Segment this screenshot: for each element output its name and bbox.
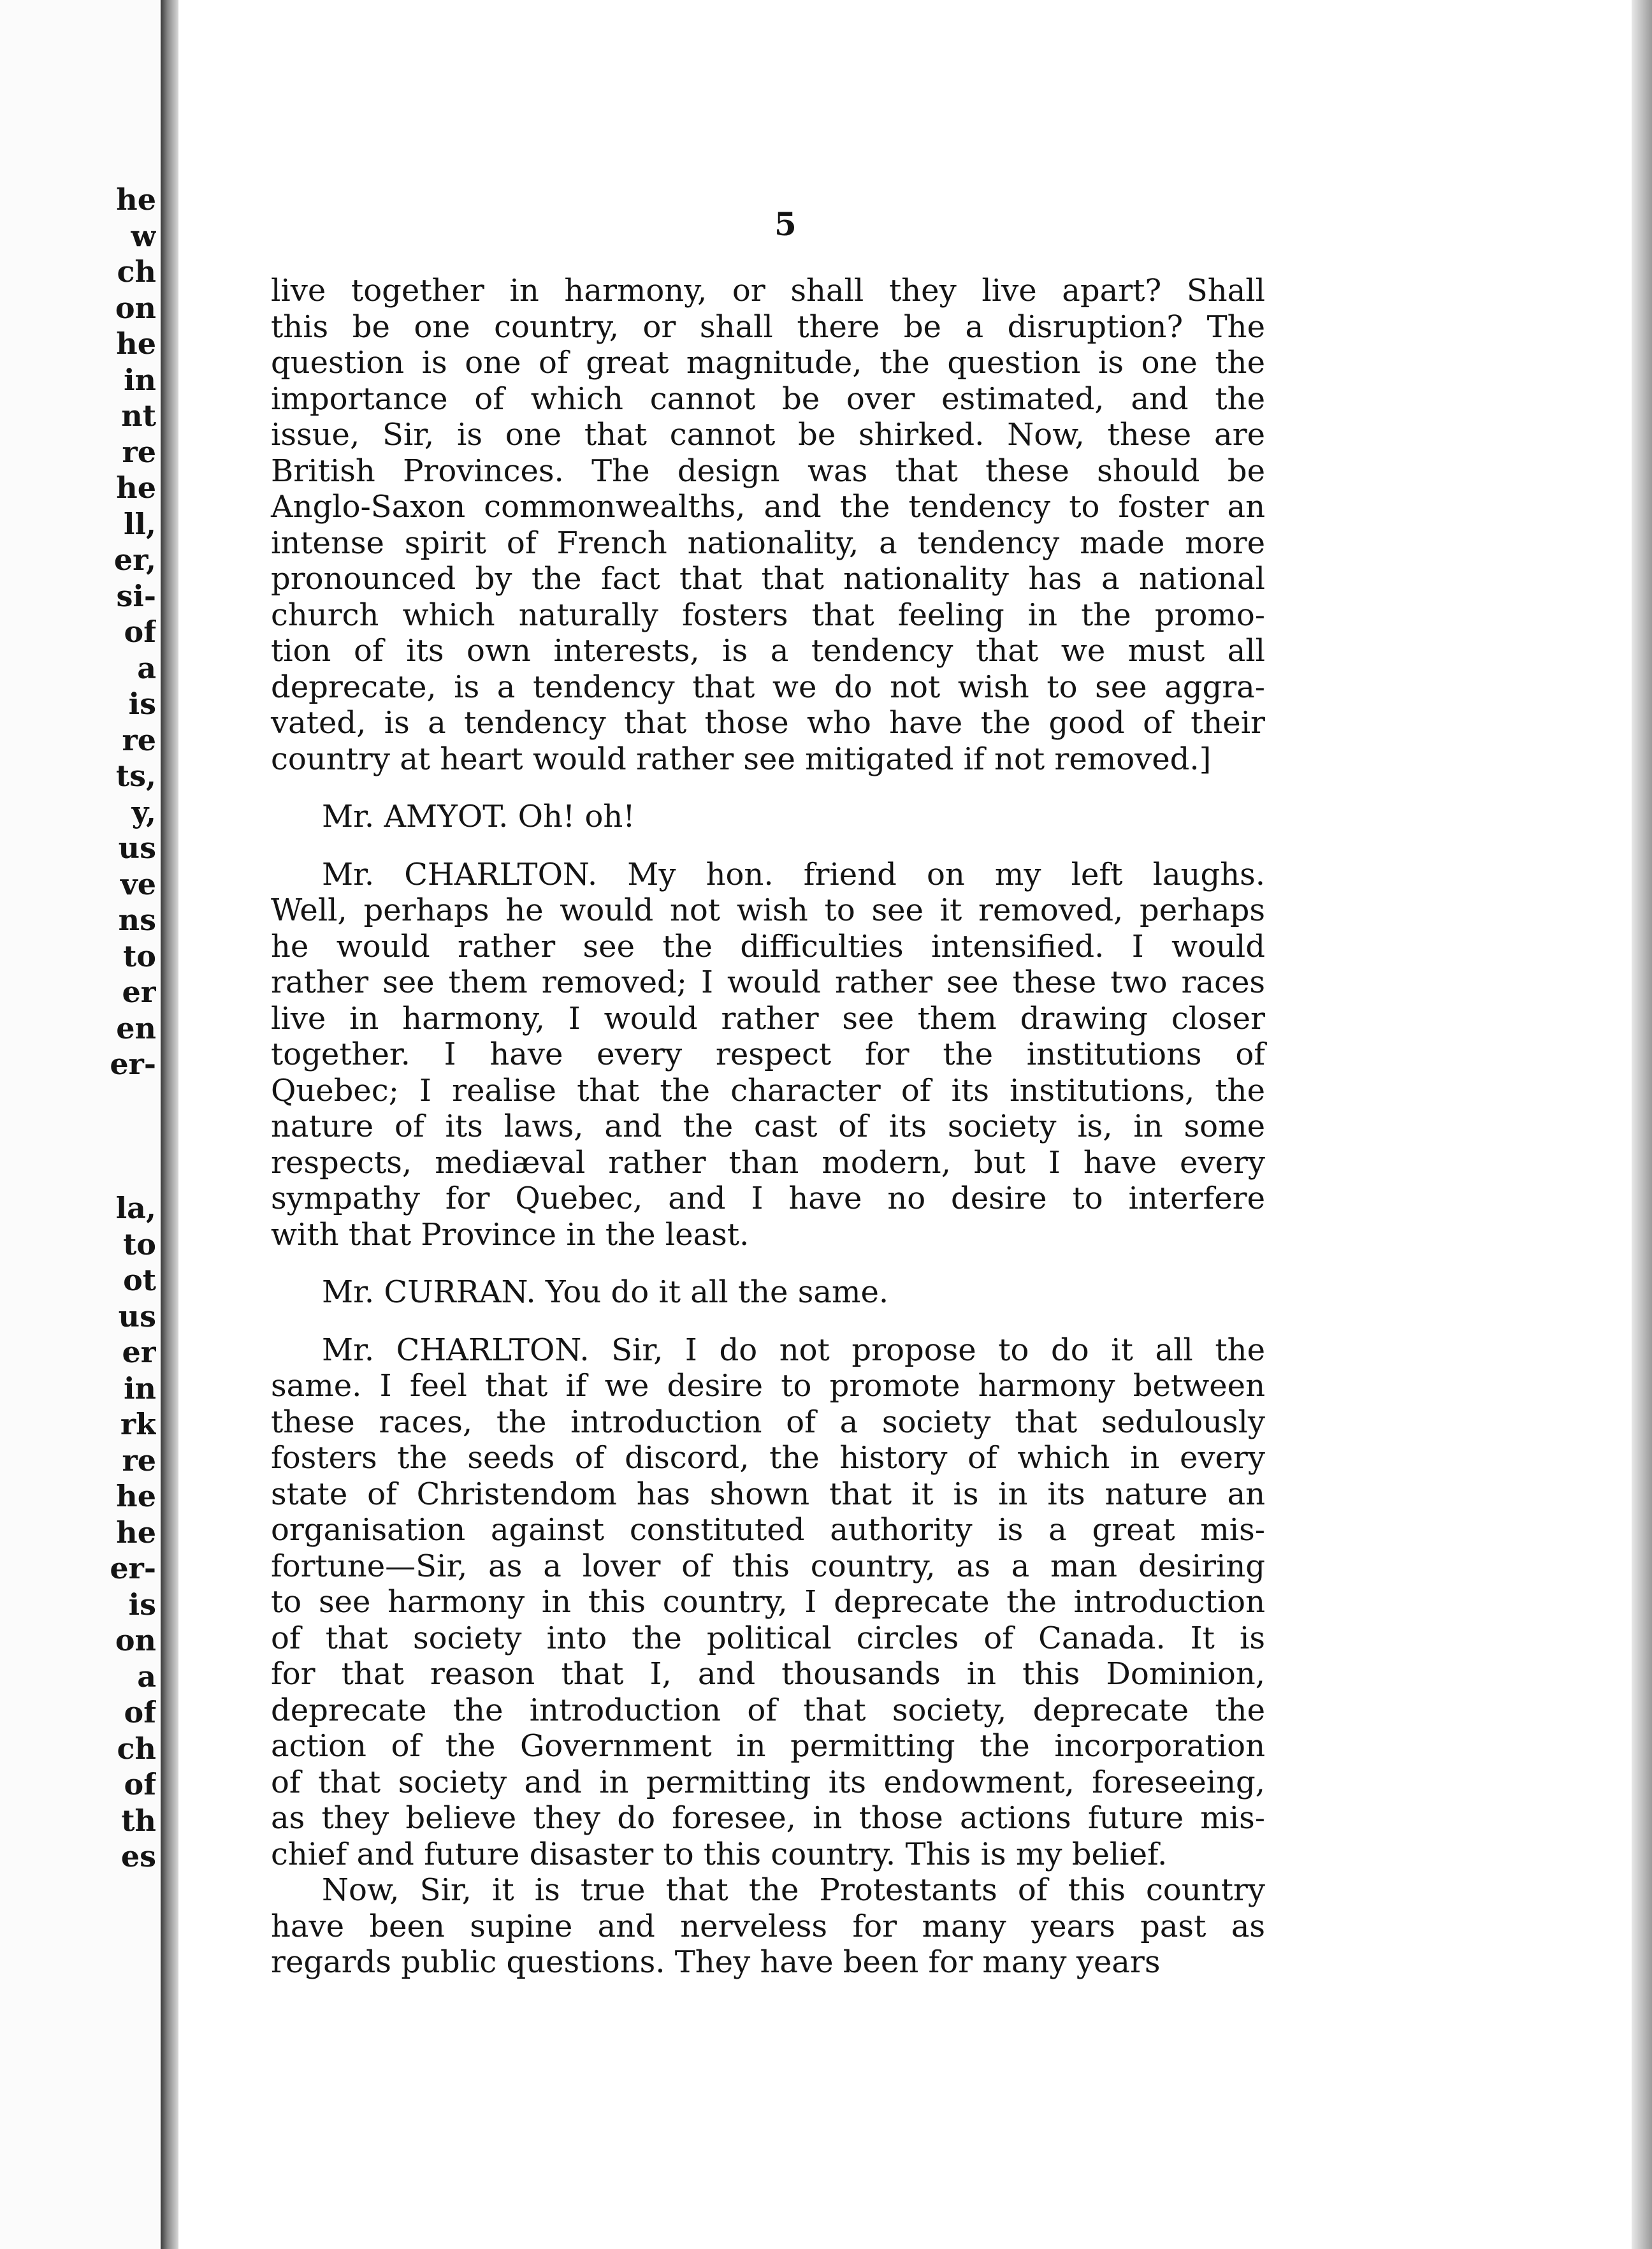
paragraph-p3 <box>271 857 1265 1253</box>
text-line: rather see them removed; I would rather see these two races <box>271 964 1265 1000</box>
paragraph-p6 <box>271 1872 1265 1981</box>
text-line: Anglo-Saxon commonwealths, and the tendency to foster an <box>271 489 1265 525</box>
facing-page-fragment-line: rk <box>120 1407 156 1441</box>
facing-page-fragment-line: er <box>122 975 156 1009</box>
text-line: Mr. CHARLTON. My hon. friend on my left laughs. <box>322 856 1265 892</box>
text-line: as they believe they do foresee, in those actions future mis- <box>271 1800 1265 1836</box>
page-number: 5 <box>774 205 797 243</box>
text-line: for that reason that I, and thousands in this Dominion, <box>271 1656 1265 1692</box>
facing-page-fragment-line: er- <box>110 1047 156 1081</box>
facing-page-fragment-line: on <box>115 1623 156 1657</box>
facing-page-fragment-line: la, <box>115 1191 156 1225</box>
text-line: tion of its own interests, is a tendency that we must all <box>271 633 1265 669</box>
text-line: together. I have every respect for the institutions of <box>271 1037 1265 1072</box>
paragraph-p2 <box>271 799 1265 835</box>
paragraph-p4 <box>271 1274 1265 1311</box>
text-line: pronounced by the fact that that nationality has a national <box>271 561 1265 597</box>
facing-page-fragment-line: re <box>122 1443 156 1478</box>
text-line: of that society into the political circles of Canada. It is <box>271 1620 1265 1656</box>
text-line: Quebec; I realise that the character of its institutions, the <box>271 1072 1265 1109</box>
facing-page-fragment-line: th <box>121 1803 156 1838</box>
facing-page-fragment-line: a <box>137 650 156 685</box>
text-line: action of the Government in permitting the incorporation <box>271 1728 1265 1764</box>
facing-page-fragment-line: he <box>116 1479 156 1513</box>
paragraph-p5 <box>271 1332 1265 1873</box>
facing-page-fragment-line: es <box>120 1839 156 1874</box>
text-line: question is one of great magnitude, the question is one the <box>271 345 1265 381</box>
text-line: sympathy for Quebec, and I have no desire to interfere <box>271 1181 1265 1216</box>
facing-page-fragment-line: to <box>123 938 156 973</box>
text-line: Mr. CURRAN. You do it all the same. <box>322 1274 889 1310</box>
facing-page-fragment-line: to <box>123 1226 156 1262</box>
page-body-text <box>271 273 1265 1981</box>
facing-page-fragment-line: he <box>116 470 156 505</box>
paragraph-p1 <box>271 273 1265 777</box>
text-line: he would rather see the difficulties intensified. I would <box>271 928 1265 964</box>
facing-page-fragment-line: ll, <box>124 506 156 541</box>
facing-page-fragment-line: re <box>122 722 156 757</box>
facing-page-fragment-line: us <box>118 831 156 865</box>
facing-page-fragment-line: re <box>122 434 156 469</box>
facing-page-fragment-line: ch <box>117 1731 156 1766</box>
facing-page-fragment <box>0 0 159 2249</box>
facing-page-fragment-line: on <box>115 290 156 325</box>
text-line: Well, perhaps he would not wish to see it removed, perhaps <box>271 892 1265 928</box>
text-line: this be one country, or shall there be a disruption? The <box>271 309 1265 345</box>
facing-page-fragment-line: of <box>124 1695 156 1729</box>
facing-page-fragment-line: si- <box>116 578 156 613</box>
text-line: deprecate, is a tendency that we do not wish to see aggra- <box>271 669 1265 705</box>
facing-page-fragment-line: is <box>128 687 156 721</box>
facing-page-fragment-line: he <box>116 1515 156 1550</box>
book-gutter <box>161 0 178 2249</box>
facing-page-fragment-line: w <box>131 218 156 253</box>
text-line: Mr. CHARLTON. Sir, I do not propose to do it all the <box>322 1332 1265 1368</box>
facing-page-fragment-line: y, <box>131 794 156 829</box>
text-line: church which naturally fosters that feeling in the promo- <box>271 597 1265 633</box>
facing-page-fragment-line: ts, <box>115 759 156 793</box>
text-line: of that society and in permitting its endowment, foreseeing, <box>271 1764 1265 1800</box>
text-line: British Provinces. The design was that these should be <box>271 453 1265 489</box>
text-line: issue, Sir, is one that cannot be shirked. Now, these are <box>271 417 1265 453</box>
facing-page-fragment-line: er- <box>110 1551 156 1585</box>
text-line: chief and future disaster to this country. This is my belief. <box>271 1836 1168 1872</box>
page-edge <box>1632 0 1652 2249</box>
facing-page-fragment-line: ch <box>117 254 156 289</box>
facing-page-fragment-line: er, <box>113 542 156 577</box>
facing-page-fragment-line: en <box>116 1010 156 1045</box>
facing-page-fragment-line: er <box>122 1335 156 1369</box>
text-line: nature of its laws, and the cast of its society is, in some <box>271 1109 1265 1144</box>
facing-page-fragment-line: ot <box>123 1263 156 1297</box>
text-line: deprecate the introduction of that society, deprecate the <box>271 1692 1265 1728</box>
facing-page-fragment-line: ve <box>120 866 156 901</box>
text-line: state of Christendom has shown that it is in its nature an <box>271 1476 1265 1512</box>
text-line: regards public questions. They have been for many years <box>271 1944 1161 1980</box>
facing-page-fragment-line: of <box>124 1767 156 1801</box>
facing-page-fragment-line: us <box>118 1299 156 1334</box>
facing-page-fragment-line: a <box>137 1659 156 1694</box>
text-line: with that Province in the least. <box>271 1216 750 1253</box>
facing-page-fragment-line <box>0 1082 156 1119</box>
text-line: live in harmony, I would rather see them drawing closer <box>271 1000 1265 1037</box>
text-line: same. I feel that if we desire to promote harmony between <box>271 1368 1265 1404</box>
facing-page-fragment-line: of <box>124 615 156 649</box>
text-line: vated, is a tendency that those who have the good of their <box>271 705 1265 741</box>
text-line: organisation against constituted authority is a great mis- <box>271 1512 1265 1548</box>
text-line: have been supine and nerveless for many years past as <box>271 1908 1265 1944</box>
text-line: respects, mediæval rather than modern, but I have every <box>271 1144 1265 1181</box>
facing-page-fragment-line: in <box>124 1371 156 1406</box>
text-line: these races, the introduction of a society that sedulously <box>271 1404 1265 1440</box>
text-line: importance of which cannot be over estimated, and the <box>271 381 1265 417</box>
facing-page-fragment-line <box>0 1118 156 1154</box>
text-line: Mr. AMYOT. Oh! oh! <box>322 799 635 834</box>
facing-page-fragment-line: is <box>128 1587 156 1622</box>
text-line: Now, Sir, it is true that the Protestants of this country <box>322 1872 1265 1908</box>
facing-page-fragment-line <box>0 1154 156 1191</box>
facing-page-fragment-line: ns <box>118 903 156 937</box>
text-line: country at heart would rather see mitigated if not removed.] <box>271 741 1212 777</box>
text-line: intense spirit of French nationality, a tendency made more <box>271 525 1265 561</box>
text-line: fosters the seeds of discord, the history of which in every <box>271 1440 1265 1476</box>
facing-page-text-fragments <box>0 182 156 1875</box>
facing-page-fragment-line: he <box>116 182 156 217</box>
facing-page-fragment-line: nt <box>121 398 156 433</box>
facing-page-fragment-line: in <box>124 362 156 397</box>
text-line: live together in harmony, or shall they live apart? Shall <box>271 273 1265 309</box>
text-line: fortune—Sir, as a lover of this country, as a man desiring <box>271 1548 1265 1584</box>
facing-page-fragment-line: he <box>116 326 156 361</box>
text-line: to see harmony in this country, I deprecate the introduction <box>271 1584 1265 1620</box>
